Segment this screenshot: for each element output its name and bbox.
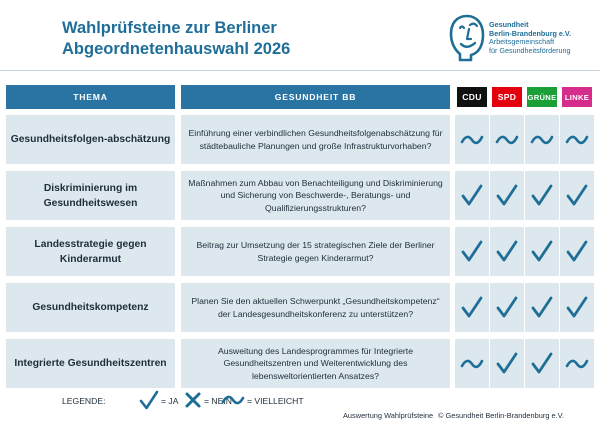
answer-cdu bbox=[455, 283, 489, 332]
page-title: Wahlprüfsteine zur Berliner Abgeordnetenhauswahl 2026 bbox=[62, 19, 291, 58]
answer-grüne bbox=[525, 115, 559, 164]
answer-spd bbox=[490, 283, 524, 332]
answer-linke bbox=[560, 227, 594, 276]
row-question: Maßnahmen zum Abbau von Benachteiligung und Diskriminierung und Sicherung von Beschwerde-, Beratungs- und Qualifizierungsstrukturen? bbox=[181, 171, 450, 220]
answer-spd bbox=[490, 115, 524, 164]
check-icon bbox=[529, 351, 555, 377]
tilde-icon bbox=[564, 127, 590, 153]
party-header-spd: SPD bbox=[490, 85, 524, 109]
footer-right: © Gesundheit Berlin-Brandenburg e.V. bbox=[438, 411, 564, 420]
footer-left: Auswertung Wahlprüfsteine bbox=[343, 411, 434, 420]
party-header-cdu: CDU bbox=[455, 85, 489, 109]
check-icon bbox=[529, 183, 555, 209]
answer-grüne bbox=[525, 339, 559, 388]
logo-line-3: Arbeitsgemeinschaft bbox=[489, 37, 555, 46]
logo bbox=[447, 12, 597, 64]
check-icon bbox=[494, 295, 520, 321]
answer-grüne bbox=[525, 171, 559, 220]
answer-linke bbox=[560, 171, 594, 220]
logo-line-4: für Gesundheitsförderung bbox=[489, 45, 571, 55]
legend bbox=[0, 388, 340, 414]
check-icon bbox=[529, 295, 555, 321]
divider bbox=[0, 70, 600, 71]
column-header-thema: THEMA bbox=[6, 85, 175, 109]
check-icon bbox=[459, 239, 485, 265]
legend-vielleicht: = VIELLEICHT bbox=[247, 396, 304, 406]
tilde-icon bbox=[529, 127, 555, 153]
tilde-icon bbox=[494, 127, 520, 153]
row-question: Planen Sie den aktuellen Schwerpunkt „Gesundheitskompetenz“ der Landesgesundheitskonferenz zu unterstützen? bbox=[181, 283, 450, 332]
answer-linke bbox=[560, 283, 594, 332]
party-header-grüne: GRÜNE bbox=[525, 85, 559, 109]
answer-cdu bbox=[455, 115, 489, 164]
check-icon bbox=[494, 183, 520, 209]
row-thema: Diskriminierung im Gesundheitswesen bbox=[6, 171, 175, 220]
check-icon bbox=[494, 351, 520, 377]
answer-linke bbox=[560, 115, 594, 164]
logo-face-icon bbox=[447, 12, 487, 62]
tilde-icon bbox=[459, 127, 485, 153]
answer-linke bbox=[560, 339, 594, 388]
check-icon bbox=[459, 295, 485, 321]
cross-icon bbox=[183, 390, 203, 410]
logo-line-1: Gesundheit bbox=[489, 20, 529, 29]
tilde-icon bbox=[459, 351, 485, 377]
row-thema: Gesundheitskompetenz bbox=[6, 283, 175, 332]
answer-spd bbox=[490, 227, 524, 276]
check-icon bbox=[494, 239, 520, 265]
answer-cdu bbox=[455, 227, 489, 276]
answer-spd bbox=[490, 339, 524, 388]
row-thema: Landesstrategie gegen Kinderarmut bbox=[6, 227, 175, 276]
legend-label: LEGENDE: bbox=[62, 396, 106, 406]
answer-spd bbox=[490, 171, 524, 220]
tilde-icon bbox=[564, 351, 590, 377]
row-thema: Gesundheitsfolgen-abschätzung bbox=[6, 115, 175, 164]
check-icon bbox=[564, 183, 590, 209]
answer-cdu bbox=[455, 339, 489, 388]
logo-text bbox=[489, 21, 599, 55]
legend-ja: = JA bbox=[161, 396, 179, 406]
tilde-icon bbox=[221, 390, 245, 410]
check-icon bbox=[138, 390, 160, 412]
answer-grüne bbox=[525, 227, 559, 276]
row-question: Einführung einer verbindlichen Gesundheitsfolgenabschätzung für städtebauliche Planungen und große Infrastrukturvorhaben? bbox=[181, 115, 450, 164]
party-header-linke: LINKE bbox=[560, 85, 594, 109]
row-thema: Integrierte Gesundheitszentren bbox=[6, 339, 175, 388]
column-header-gesundheit-bb: GESUNDHEIT BB bbox=[181, 85, 450, 109]
legend-nein: = NEIN bbox=[204, 396, 232, 406]
answer-cdu bbox=[455, 171, 489, 220]
answer-grüne bbox=[525, 283, 559, 332]
check-icon bbox=[459, 183, 485, 209]
logo-line-2: Berlin-Brandenburg e.V. bbox=[489, 28, 572, 38]
check-icon bbox=[529, 239, 555, 265]
row-question: Ausweitung des Landesprogrammes für Integrierte Gesundheitszentren und Weiterentwicklung des lebensweltorientierten Ansatzes? bbox=[181, 339, 450, 388]
row-question: Beitrag zur Umsetzung der 15 strategischen Ziele der Berliner Strategie gegen Kinderarmut? bbox=[181, 227, 450, 276]
check-icon bbox=[564, 239, 590, 265]
check-icon bbox=[564, 295, 590, 321]
